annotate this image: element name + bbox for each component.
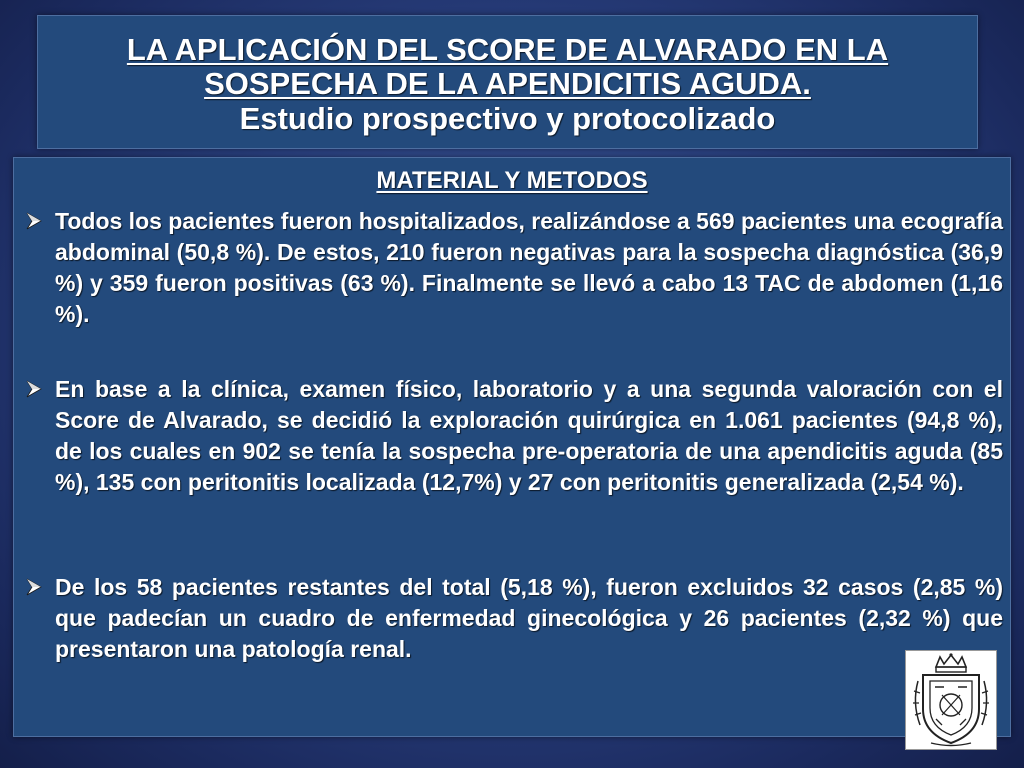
content-panel xyxy=(13,157,1011,737)
bullet-item xyxy=(25,374,1003,498)
bullet-text: En base a la clínica, examen físico, laboratorio y a una segunda valoración con el Score de Alvarado, se decidió la exploración quirúrgica en 1.061 pacientes (94,8 %), de los cuales en 902 se tenía la sospecha pre-operatoria de una apendicitis aguda (85 %), 135 con peritonitis localizada (12,7%) y 27 con peritonitis generalizada (2,54 %). xyxy=(55,376,1003,495)
arrow-bullet-icon xyxy=(25,206,47,237)
section-heading: MATERIAL Y METODOS xyxy=(376,167,648,194)
bullet-item xyxy=(25,206,1003,330)
bullet-text: Todos los pacientes fueron hospitalizados, realizándose a 569 pacientes una ecografía abdominal (50,8 %). De estos, 210 fueron negativas para la sospecha diagnóstica (36,9 %) y 359 fueron positivas (63 %). Finalmente se llevó a cabo 13 TAC de abdomen (1,16 %). xyxy=(55,208,1003,327)
subtitle: Estudio prospectivo y protocolizado xyxy=(239,101,776,136)
bullet-text: De los 58 pacientes restantes del total (5,18 %), fueron excluidos 32 casos (2,85 %) que padecían un cuadro de enfermedad ginecológica y 26 pacientes (2,32 %) que presentaron una patología renal. xyxy=(55,574,1003,662)
bullet-item xyxy=(25,572,1003,665)
university-seal-icon xyxy=(905,650,997,750)
title-line-2: SOSPECHA DE LA APENDICITIS AGUDA. xyxy=(204,66,811,101)
arrow-bullet-icon xyxy=(25,374,47,405)
title-panel xyxy=(37,15,978,149)
title-line-1: LA APLICACIÓN DEL SCORE DE ALVARADO EN LA xyxy=(126,32,889,67)
arrow-bullet-icon xyxy=(25,572,47,603)
